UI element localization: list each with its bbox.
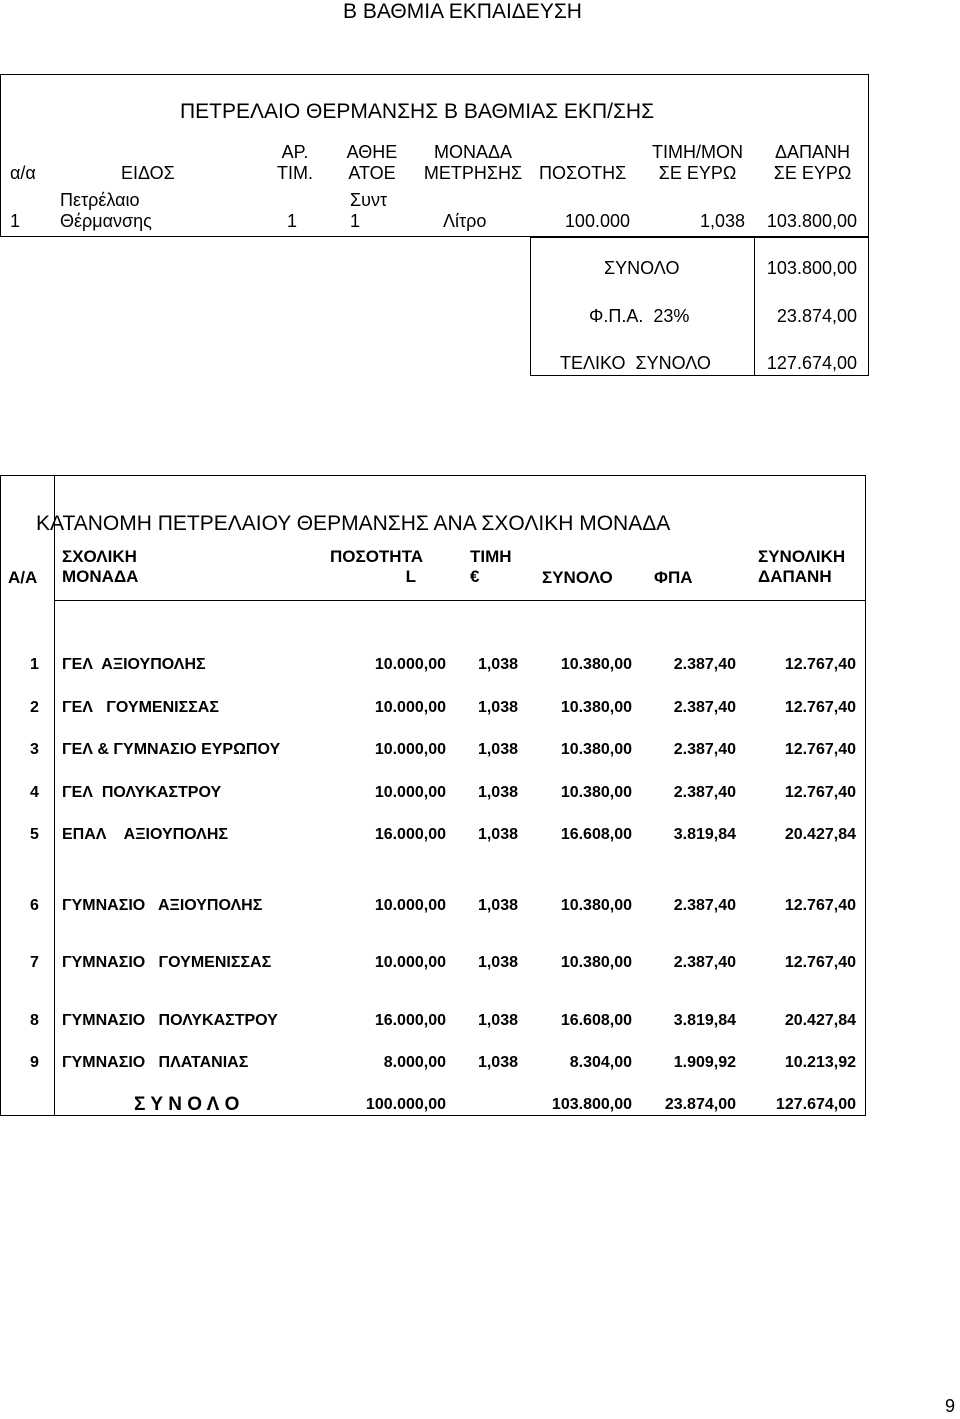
row-synolo: 8.304,00 (569, 1054, 632, 1071)
col2-header-monada: ΣΧΟΛΙΚΗ ΜΟΝΑΔΑ (62, 547, 139, 586)
col-header-ar-tim: ΑΡ. ΤΙΜ. (277, 142, 313, 183)
col-header-posotis: ΠΟΣΟΤΗΣ (539, 163, 627, 183)
row-timi: 1,038 (477, 741, 518, 758)
row-dapani: 12.767,40 (784, 741, 856, 758)
row-posotita: 10.000,00 (374, 954, 446, 971)
row-synolo: 16.608,00 (560, 1012, 632, 1029)
row-dapani: 12.767,40 (784, 699, 856, 716)
totals-synolo-value: 103.800,00 (766, 258, 857, 278)
row-fpa: 2.387,40 (673, 784, 736, 801)
row-dapani: 10.213,92 (784, 1054, 856, 1071)
row-fpa: 2.387,40 (673, 656, 736, 673)
row-timi: 1,038 (477, 954, 518, 971)
col2-header-timi: ΤΙΜΗ € (470, 547, 512, 586)
row-synolo: 10.380,00 (560, 656, 632, 673)
row-aa: 2 (30, 699, 39, 716)
row-aa: 7 (30, 954, 39, 971)
section-title: Β ΒΑΘΜΙΑ ΕΚΠΑΙΔΕΥΣΗ (343, 0, 582, 23)
totals-teliko-value: 127.674,00 (766, 353, 857, 373)
row-synolo: 10.380,00 (560, 784, 632, 801)
row-synolo: 10.380,00 (560, 897, 632, 914)
row-timi: 1,038 (477, 656, 518, 673)
row-school-name: ΓΥΜΝΑΣΙΟ ΑΞΙΟΥΠΟΛΗΣ (62, 897, 263, 914)
row-fpa: 2.387,40 (673, 699, 736, 716)
row-dapani: 12.767,40 (784, 656, 856, 673)
row-aa: 9 (30, 1054, 39, 1071)
fuel-cost-table-title: ΠΕΤΡΕΛΑΙΟ ΘΕΡΜΑΝΣΗΣ Β ΒΑΘΜΙΑΣ ΕΚΠ/ΣΗΣ (180, 100, 655, 123)
col2-header-synolo: ΣΥΝΟΛΟ (542, 568, 613, 587)
row-aa: 6 (30, 897, 39, 914)
row-school-name: ΓΕΛ ΠΟΛΥΚΑΣΤΡΟΥ (62, 784, 222, 801)
total-dapani: 127.674,00 (775, 1096, 856, 1113)
row-fpa: 1.909,92 (673, 1054, 736, 1071)
row-synolo: 10.380,00 (560, 741, 632, 758)
row-aa: 5 (30, 826, 39, 843)
row-timi: 1,038 (477, 1012, 518, 1029)
row-athe: Συντ 1 (350, 190, 388, 231)
row-timi: 1,038 (477, 1054, 518, 1071)
row-fpa: 2.387,40 (673, 741, 736, 758)
total-label: Σ Υ Ν Ο Λ Ο (134, 1094, 240, 1115)
row-posotis: 100.000 (564, 211, 630, 231)
row-school-name: ΓΥΜΝΑΣΙΟ ΠΛΑΤΑΝΙΑΣ (62, 1054, 249, 1071)
col2-header-posotita: ΠΟΣΟΤΗΤΑ L (330, 547, 423, 586)
row-school-name: ΓΥΜΝΑΣΙΟ ΓΟΥΜΕΝΙΣΣΑΣ (62, 954, 272, 971)
row-timi: 1,038 (477, 897, 518, 914)
col-header-aa: α/α (10, 163, 36, 183)
col-header-monada: ΜΟΝΑΔΑ ΜΕΤΡΗΣΗΣ (423, 142, 523, 183)
row-eidos: Πετρέλαιο Θέρμανσης (60, 190, 152, 231)
row-fpa: 2.387,40 (673, 897, 736, 914)
row-school-name: ΓΕΛ ΑΞΙΟΥΠΟΛΗΣ (62, 656, 206, 673)
col2-header-fpa: ΦΠΑ (654, 568, 693, 587)
allocation-table-title: ΚΑΤΑΝΟΜΗ ΠΕΤΡΕΛΑΙΟΥ ΘΕΡΜΑΝΣΗΣ ΑΝΑ ΣΧΟΛΙΚΗ ΜΟΝΑΔΑ (36, 512, 671, 535)
row-dapani: 12.767,40 (784, 897, 856, 914)
row-synolo: 16.608,00 (560, 826, 632, 843)
row-timi: 1,038 (477, 784, 518, 801)
col2-header-synoliki: ΣΥΝΟΛΙΚΗ ΔΑΠΑΝΗ (758, 547, 846, 586)
row-posotita: 10.000,00 (374, 741, 446, 758)
row-school-name: ΓΕΛ ΓΟΥΜΕΝΙΣΣΑΣ (62, 699, 219, 716)
col-header-dapani: ΔΑΠΑΝΗ ΣΕ ΕΥΡΩ (773, 142, 852, 183)
row-aa: 1 (10, 211, 21, 231)
row-monada: Λίτρο (443, 211, 487, 231)
totals-fpa-value: 23.874,00 (776, 306, 857, 326)
total-synolo: 103.800,00 (551, 1096, 632, 1113)
row-dapani: 103.800,00 (766, 211, 857, 231)
row-ar-tim: 1 (287, 211, 298, 231)
row-posotita: 10.000,00 (374, 699, 446, 716)
row-posotita: 16.000,00 (374, 1012, 446, 1029)
row-aa: 4 (30, 784, 39, 801)
row-aa: 1 (30, 656, 39, 673)
row-posotita: 16.000,00 (374, 826, 446, 843)
row-dapani: 12.767,40 (784, 784, 856, 801)
totals-fpa-label: Φ.Π.Α. 23% (589, 306, 690, 326)
page-number: 9 (945, 1396, 956, 1416)
row-posotita: 8.000,00 (383, 1054, 446, 1071)
row-synolo: 10.380,00 (560, 954, 632, 971)
row-aa: 8 (30, 1012, 39, 1029)
totals-synolo-label: ΣΥΝΟΛΟ (604, 258, 680, 278)
col-header-athe: ΑΘΗΕ ΑΤΟΕ (346, 142, 398, 183)
row-timi: 1,038 (699, 211, 745, 231)
col-header-timi: ΤΙΜΗ/ΜΟΝ ΣΕ ΕΥΡΩ (652, 142, 743, 183)
row-dapani: 12.767,40 (784, 954, 856, 971)
row-dapani: 20.427,84 (784, 826, 856, 843)
row-posotita: 10.000,00 (374, 784, 446, 801)
row-dapani: 20.427,84 (784, 1012, 856, 1029)
row-synolo: 10.380,00 (560, 699, 632, 716)
row-fpa: 3.819,84 (673, 1012, 736, 1029)
row-school-name: ΓΕΛ & ΓΥΜΝΑΣΙΟ ΕΥΡΩΠΟΥ (62, 741, 281, 758)
row-posotita: 10.000,00 (374, 897, 446, 914)
row-timi: 1,038 (477, 699, 518, 716)
total-posotita: 100.000,00 (365, 1096, 446, 1113)
row-timi: 1,038 (477, 826, 518, 843)
col-header-eidos: ΕΙΔΟΣ (121, 163, 175, 183)
totals-teliko-label: ΤΕΛΙΚΟ ΣΥΝΟΛΟ (560, 353, 711, 373)
total-fpa: 23.874,00 (664, 1096, 736, 1113)
row-aa: 3 (30, 741, 39, 758)
row-school-name: ΓΥΜΝΑΣΙΟ ΠΟΛΥΚΑΣΤΡΟΥ (62, 1012, 278, 1029)
col2-header-aa: Α/Α (8, 568, 38, 587)
row-school-name: ΕΠΑΛ ΑΞΙΟΥΠΟΛΗΣ (62, 826, 229, 843)
row-fpa: 2.387,40 (673, 954, 736, 971)
row-posotita: 10.000,00 (374, 656, 446, 673)
row-fpa: 3.819,84 (673, 826, 736, 843)
